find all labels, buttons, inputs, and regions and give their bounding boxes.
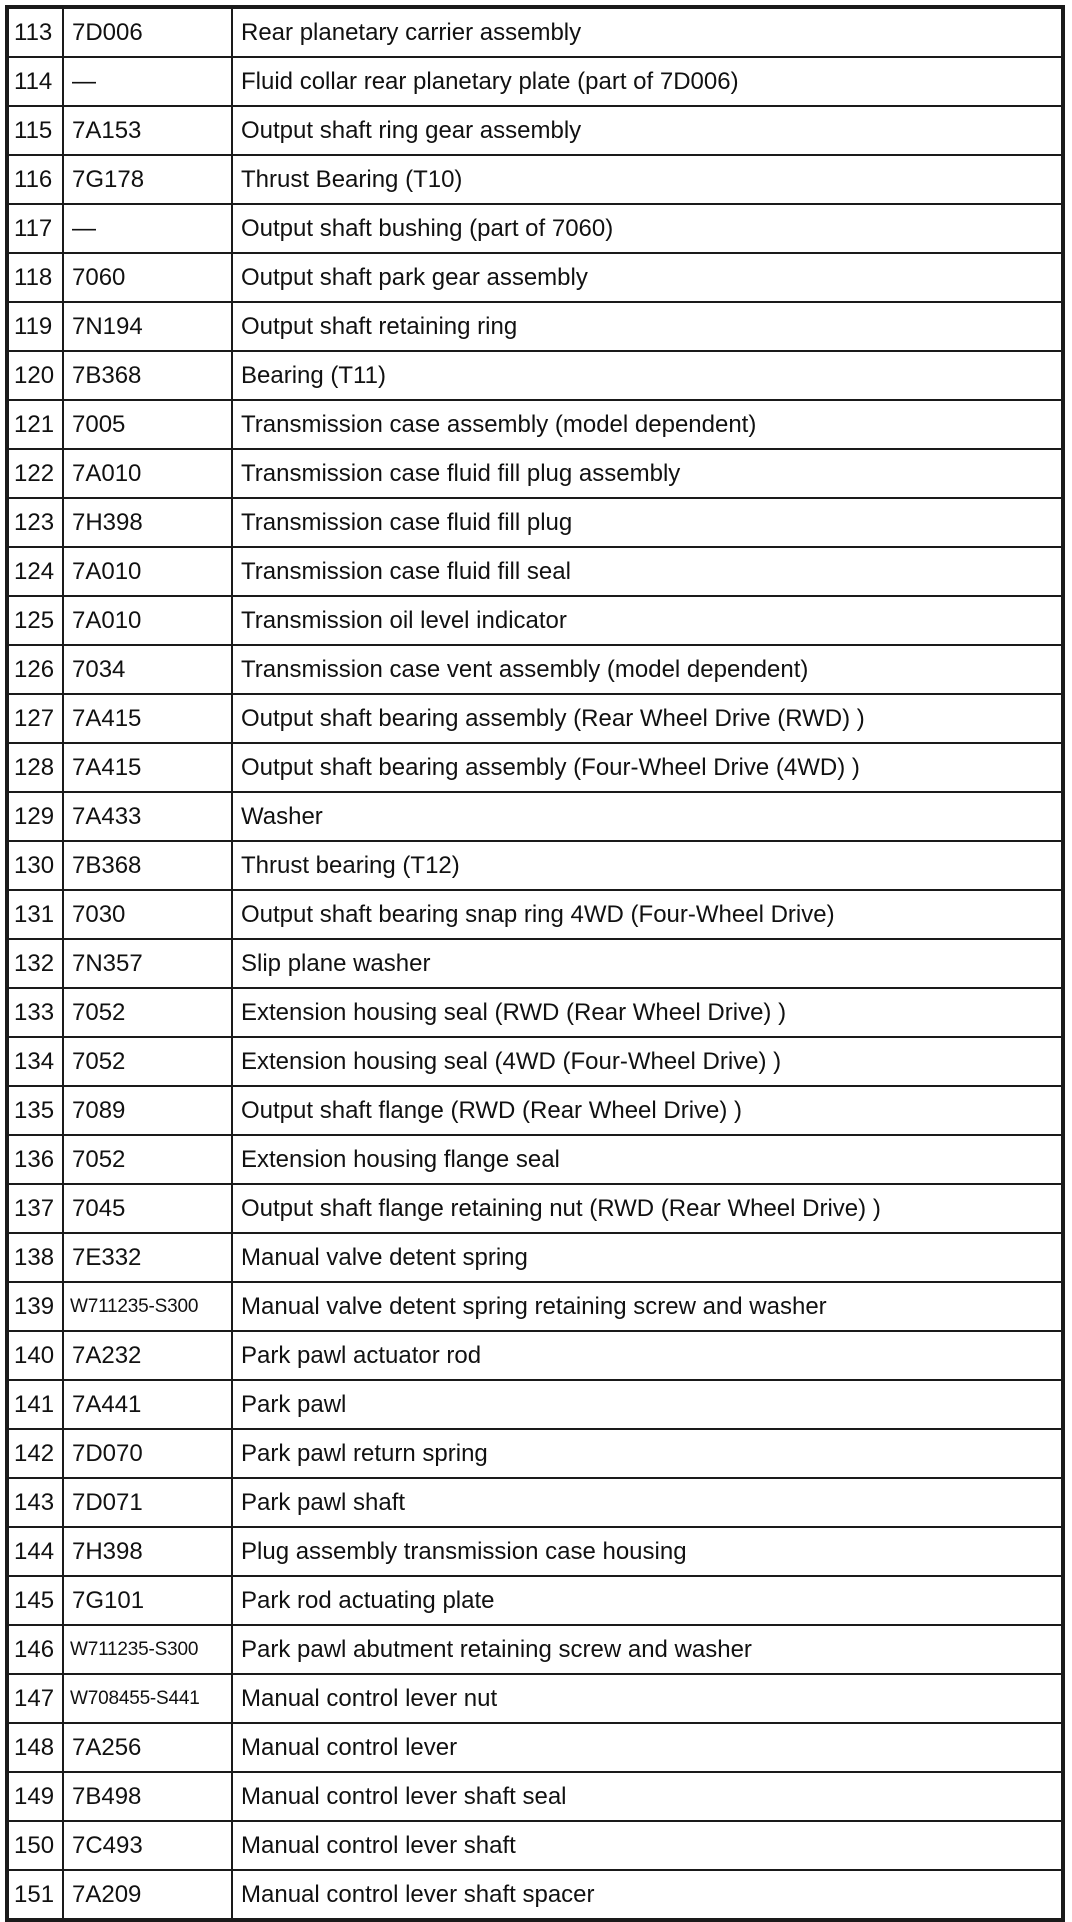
item-number-cell: 144 [7,1527,63,1576]
table-row [7,1870,1063,1920]
table-row [7,988,1063,1037]
table-row [7,1184,1063,1233]
description-cell: Manual control lever shaft spacer [232,1870,1063,1920]
table-row [7,1821,1063,1870]
part-number-cell: 7A153 [63,106,232,155]
part-number-cell: 7D070 [63,1429,232,1478]
part-number-cell: W711235-S300 [63,1282,232,1331]
part-number-cell: 7045 [63,1184,232,1233]
table-row [7,155,1063,204]
item-number-cell: 136 [7,1135,63,1184]
description-cell: Manual control lever [232,1723,1063,1772]
description-cell: Output shaft bearing assembly (Four-Wheel Drive (4WD) ) [232,743,1063,792]
part-number-cell: 7G101 [63,1576,232,1625]
item-number-cell: 121 [7,400,63,449]
part-number-cell: 7052 [63,988,232,1037]
description-cell: Transmission case fluid fill plug assembly [232,449,1063,498]
description-cell: Output shaft flange (RWD (Rear Wheel Drive) ) [232,1086,1063,1135]
description-cell: Park pawl abutment retaining screw and washer [232,1625,1063,1674]
description-cell: Transmission case fluid fill plug [232,498,1063,547]
description-cell: Manual control lever shaft [232,1821,1063,1870]
part-number-cell: 7B498 [63,1772,232,1821]
description-cell: Plug assembly transmission case housing [232,1527,1063,1576]
part-number-cell: 7A010 [63,547,232,596]
item-number-cell: 146 [7,1625,63,1674]
part-number-cell: 7A232 [63,1331,232,1380]
description-cell: Transmission case assembly (model dependent) [232,400,1063,449]
part-number-cell: 7052 [63,1037,232,1086]
description-cell: Park pawl shaft [232,1478,1063,1527]
table-row [7,792,1063,841]
description-cell: Park pawl return spring [232,1429,1063,1478]
item-number-cell: 140 [7,1331,63,1380]
table-row [7,1282,1063,1331]
table-row [7,1576,1063,1625]
part-number-cell: 7G178 [63,155,232,204]
item-number-cell: 116 [7,155,63,204]
item-number-cell: 141 [7,1380,63,1429]
part-number-cell: 7N194 [63,302,232,351]
part-number-cell: 7A010 [63,596,232,645]
item-number-cell: 123 [7,498,63,547]
item-number-cell: 143 [7,1478,63,1527]
part-number-cell: 7A209 [63,1870,232,1920]
table-row [7,1625,1063,1674]
description-cell: Output shaft bushing (part of 7060) [232,204,1063,253]
part-number-cell: 7H398 [63,498,232,547]
item-number-cell: 117 [7,204,63,253]
part-number-cell: 7005 [63,400,232,449]
description-cell: Output shaft bearing assembly (Rear Wheel Drive (RWD) ) [232,694,1063,743]
description-cell: Washer [232,792,1063,841]
table-row [7,694,1063,743]
description-cell: Extension housing flange seal [232,1135,1063,1184]
table-row [7,1086,1063,1135]
part-number-cell: 7H398 [63,1527,232,1576]
table-row [7,1723,1063,1772]
description-cell: Output shaft bearing snap ring 4WD (Four-Wheel Drive) [232,890,1063,939]
table-row [7,645,1063,694]
part-number-cell: 7N357 [63,939,232,988]
table-row [7,106,1063,155]
item-number-cell: 114 [7,57,63,106]
table-row [7,841,1063,890]
item-number-cell: 125 [7,596,63,645]
part-number-cell: 7A441 [63,1380,232,1429]
part-number-cell: 7C493 [63,1821,232,1870]
description-cell: Manual control lever nut [232,1674,1063,1723]
item-number-cell: 135 [7,1086,63,1135]
description-cell: Extension housing seal (4WD (Four-Wheel Drive) ) [232,1037,1063,1086]
item-number-cell: 128 [7,743,63,792]
item-number-cell: 132 [7,939,63,988]
description-cell: Fluid collar rear planetary plate (part of 7D006) [232,57,1063,106]
table-row [7,204,1063,253]
item-number-cell: 142 [7,1429,63,1478]
description-cell: Thrust bearing (T12) [232,841,1063,890]
part-number-cell: W708455-S441 [63,1674,232,1723]
part-number-cell: 7052 [63,1135,232,1184]
item-number-cell: 122 [7,449,63,498]
part-number-cell: 7B368 [63,351,232,400]
description-cell: Rear planetary carrier assembly [232,7,1063,57]
description-cell: Output shaft retaining ring [232,302,1063,351]
item-number-cell: 134 [7,1037,63,1086]
item-number-cell: 120 [7,351,63,400]
table-row [7,1674,1063,1723]
part-number-cell: 7034 [63,645,232,694]
description-cell: Transmission case fluid fill seal [232,547,1063,596]
part-number-cell: 7A415 [63,743,232,792]
table-row [7,400,1063,449]
description-cell: Transmission case vent assembly (model dependent) [232,645,1063,694]
item-number-cell: 115 [7,106,63,155]
parts-table [5,5,1065,1922]
item-number-cell: 130 [7,841,63,890]
table-row [7,7,1063,57]
part-number-cell: 7060 [63,253,232,302]
part-number-cell: 7030 [63,890,232,939]
table-row [7,939,1063,988]
item-number-cell: 150 [7,1821,63,1870]
description-cell: Park pawl [232,1380,1063,1429]
table-row [7,743,1063,792]
table-row [7,253,1063,302]
description-cell: Bearing (T11) [232,351,1063,400]
description-cell: Park pawl actuator rod [232,1331,1063,1380]
description-cell: Thrust Bearing (T10) [232,155,1063,204]
table-row [7,1233,1063,1282]
item-number-cell: 129 [7,792,63,841]
table-row [7,302,1063,351]
part-number-cell: 7E332 [63,1233,232,1282]
item-number-cell: 137 [7,1184,63,1233]
item-number-cell: 138 [7,1233,63,1282]
part-number-cell: 7D006 [63,7,232,57]
table-row [7,498,1063,547]
table-row [7,449,1063,498]
item-number-cell: 133 [7,988,63,1037]
item-number-cell: 131 [7,890,63,939]
table-row [7,1380,1063,1429]
table-row [7,547,1063,596]
item-number-cell: 139 [7,1282,63,1331]
description-cell: Transmission oil level indicator [232,596,1063,645]
part-number-cell: 7A010 [63,449,232,498]
part-number-cell: — [63,57,232,106]
table-row [7,351,1063,400]
item-number-cell: 147 [7,1674,63,1723]
part-number-cell: — [63,204,232,253]
part-number-cell: 7A415 [63,694,232,743]
table-row [7,1478,1063,1527]
description-cell: Output shaft ring gear assembly [232,106,1063,155]
item-number-cell: 113 [7,7,63,57]
part-number-cell: 7A256 [63,1723,232,1772]
description-cell: Manual control lever shaft seal [232,1772,1063,1821]
item-number-cell: 148 [7,1723,63,1772]
part-number-cell: W711235-S300 [63,1625,232,1674]
part-number-cell: 7D071 [63,1478,232,1527]
item-number-cell: 145 [7,1576,63,1625]
parts-table-body [7,7,1063,1920]
item-number-cell: 151 [7,1870,63,1920]
table-row [7,1331,1063,1380]
part-number-cell: 7A433 [63,792,232,841]
item-number-cell: 149 [7,1772,63,1821]
table-row [7,890,1063,939]
item-number-cell: 124 [7,547,63,596]
table-row [7,1037,1063,1086]
table-row [7,1527,1063,1576]
table-row [7,596,1063,645]
description-cell: Park rod actuating plate [232,1576,1063,1625]
description-cell: Output shaft park gear assembly [232,253,1063,302]
item-number-cell: 118 [7,253,63,302]
description-cell: Slip plane washer [232,939,1063,988]
description-cell: Output shaft flange retaining nut (RWD (Rear Wheel Drive) ) [232,1184,1063,1233]
part-number-cell: 7089 [63,1086,232,1135]
table-row [7,1135,1063,1184]
table-row [7,1429,1063,1478]
description-cell: Manual valve detent spring retaining screw and washer [232,1282,1063,1331]
item-number-cell: 126 [7,645,63,694]
table-row [7,57,1063,106]
item-number-cell: 127 [7,694,63,743]
description-cell: Extension housing seal (RWD (Rear Wheel Drive) ) [232,988,1063,1037]
description-cell: Manual valve detent spring [232,1233,1063,1282]
item-number-cell: 119 [7,302,63,351]
part-number-cell: 7B368 [63,841,232,890]
table-row [7,1772,1063,1821]
